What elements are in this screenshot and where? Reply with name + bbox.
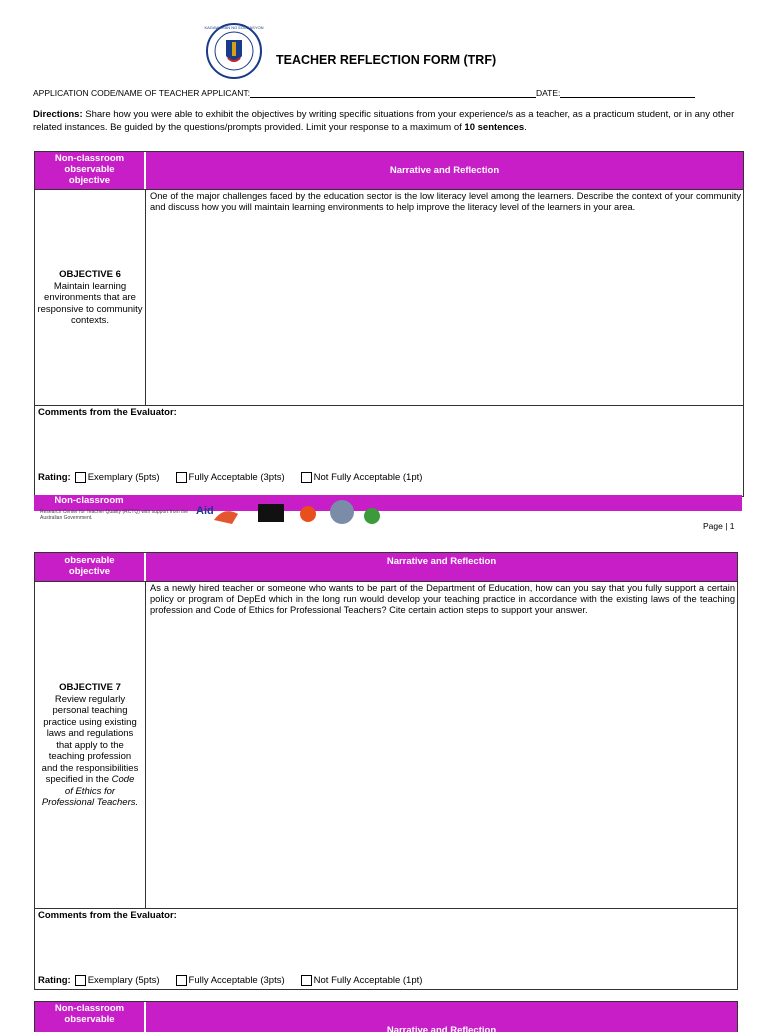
partner-logo-dark: [258, 504, 284, 522]
partner-logo-balloon: [300, 506, 316, 522]
objective-7-label: OBJECTIVE 7: [59, 682, 121, 694]
objective-6-table: [34, 151, 744, 497]
directions-limit: 10 sentences: [464, 122, 525, 133]
checkbox-not-fully-acceptable[interactable]: [301, 472, 312, 483]
page-break-header-strip: Non-classroom: [34, 495, 742, 511]
comments-label-2: Comments from the Evaluator:: [38, 910, 177, 921]
header-narrative: Narrative and Reflection: [146, 152, 743, 189]
header-nonclassroom: Non-classroom observable objective: [35, 152, 145, 189]
checkbox-fully-acceptable-2[interactable]: [176, 975, 187, 986]
rating-row-7: Rating: Exemplary (5pts) Fully Acceptable (3pts) Not Fully Acceptable (1pt): [38, 975, 423, 986]
objective-7-description: Review regularly personal teaching practice using existing laws and regulations that apply to the teaching profession and the responsibilities specified in the Code of Ethics for Professional Teachers.: [41, 693, 139, 809]
page-number: Page | 1: [703, 521, 735, 531]
rating-label: Rating:: [38, 472, 71, 483]
applicant-name-field[interactable]: [250, 88, 536, 98]
objective-7-table: [34, 552, 738, 990]
footer-support-text: Research Center for Teacher Quality (RCTQ) with support from the Australian Government.: [40, 509, 189, 521]
objective-6-label: OBJECTIVE 6: [59, 269, 121, 281]
kangaroo-icon: [214, 511, 238, 524]
checkbox-not-fully-acceptable-2[interactable]: [301, 975, 312, 986]
australian-aid-logo: Aid: [196, 505, 214, 517]
checkbox-fully-acceptable[interactable]: [176, 472, 187, 483]
objective-7-prompt: As a newly hired teacher or someone who wants to be part of the Department of Education, how can you say that you fully support a certain policy or program of DepEd which in the long run would develop your teaching practice in accordance with the existing laws of the teaching profession and Code of Ethics for Professional Teachers? Cite certain action steps to support your answer.: [150, 583, 735, 615]
directions-lead: Directions:: [33, 109, 83, 120]
date-field[interactable]: [560, 88, 695, 98]
header-narrative-3: Narrative and Reflection: [146, 1002, 737, 1032]
application-code-label: APPLICATION CODE/NAME OF TEACHER APPLICANT:: [33, 88, 250, 98]
applicant-line: [33, 88, 739, 98]
objective-6-cell: [35, 189, 146, 406]
rating-row-6: Rating: Exemplary (5pts) Fully Acceptable (3pts) Not Fully Acceptable (1pt): [38, 472, 423, 483]
objective-6-description: Maintain learning environments that are responsive to community contexts.: [37, 280, 143, 327]
svg-text:KAGAWARAN NG EDUKASYON: KAGAWARAN NG EDUKASYON: [204, 25, 264, 30]
comments-label: Comments from the Evaluator:: [38, 407, 177, 418]
directions: Directions: Share how you were able to exhibit the objectives by writing specific situations from your experience/s as a teacher, as a practicum student, or in any other related instances. Be guided by the questions/prompts provided. Limit your response to a maximum of 10 sentences.: [33, 109, 735, 133]
header-nonclassroom-3: Non-classroom observable: [35, 1002, 145, 1032]
objective-7-cell: [35, 581, 146, 909]
objective-6-prompt: One of the major challenges faced by the education sector is the low literacy level among the learners. Describe the context of your community and discuss how you will maintain learning environments to help improve the literacy level of the learners in your area.: [150, 191, 741, 212]
objective-6-response[interactable]: [146, 189, 743, 405]
partner-logo-green: [364, 508, 380, 524]
objective-7-response[interactable]: [146, 581, 737, 908]
objective-8-table-partial: [34, 1001, 738, 1036]
checkbox-exemplary-2[interactable]: [75, 975, 86, 986]
directions-text: Share how you were able to exhibit the objectives by writing specific situations from your experience/s as a teacher, as a practicum student, or in any other related instances. Be guided by the questions/prompts provided. Limit your response to a maximum of: [33, 109, 735, 133]
header-narrative-2: Narrative and Reflection: [146, 553, 737, 569]
deped-seal-logo: [198, 22, 270, 80]
date-label: DATE:: [535, 88, 561, 98]
checkbox-exemplary[interactable]: [75, 472, 86, 483]
partner-logo-seal: [330, 500, 354, 524]
form-title: TEACHER REFLECTION FORM (TRF): [276, 53, 497, 67]
partner-logos: [214, 500, 394, 526]
header-nonclassroom-2: observable objective: [35, 553, 145, 581]
